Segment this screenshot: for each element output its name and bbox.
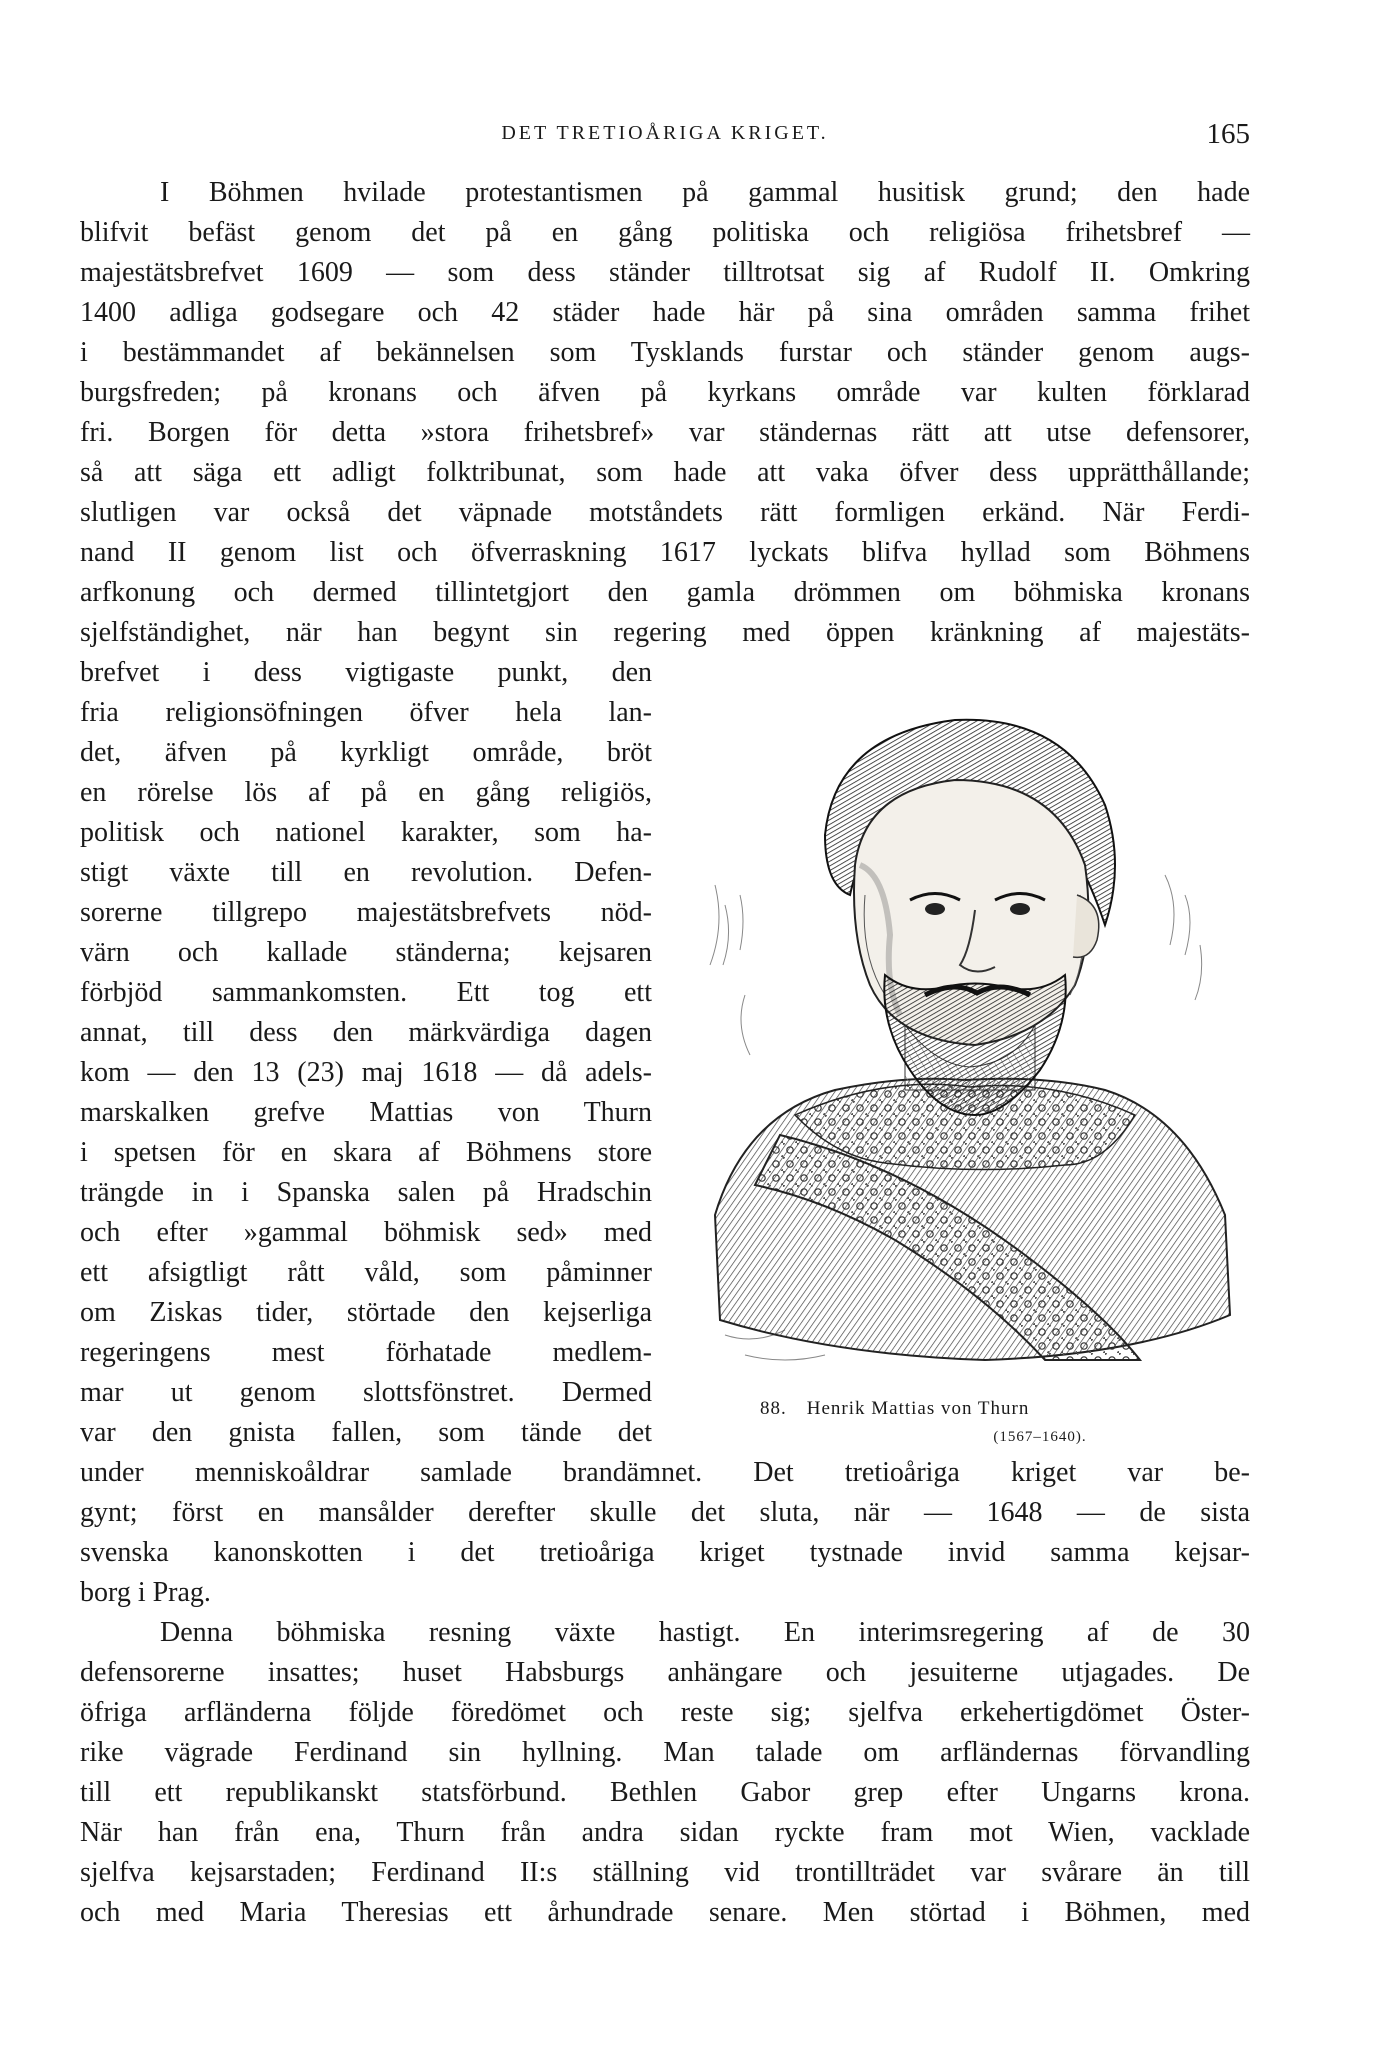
text-line: värn och kallade ständerna; kejsaren: [80, 937, 652, 968]
text-line: i spetsen för en skara af Böhmens store: [80, 1137, 652, 1168]
text-line: arfkonung och dermed tillintetgjort den gamla drömmen om böhmiska kronans: [80, 577, 1250, 608]
text-line: blifvit befäst genom det på en gång politiska och religiösa frihetsbref —: [80, 217, 1250, 248]
text-line: regeringens mest förhatade medlem-: [80, 1337, 652, 1368]
text-line: ett afsigtligt rått våld, som påminner: [80, 1257, 652, 1288]
text-line: slutligen var också det väpnade motståndets rätt formligen erkänd. När Ferdi-: [80, 497, 1250, 528]
text-line: gynt; först en mansålder derefter skulle det sluta, när — 1648 — de sista: [80, 1497, 1250, 1528]
text-line: om Ziskas tider, störtade den kejserliga: [80, 1297, 652, 1328]
running-head: [80, 118, 1250, 150]
text-line: fria religionsöfningen öfver hela lan-: [80, 697, 652, 728]
text-line: När han från ena, Thurn från andra sidan ryckte fram mot Wien, vacklade: [80, 1817, 1250, 1848]
text-line: burgsfreden; på kronans och äfven på kyrkans område var kulten förklarad: [80, 377, 1250, 408]
text-line: öfriga arfländerna följde föredömet och reste sig; sjelfva erkehertigdömet Öster-: [80, 1697, 1250, 1728]
figure-name: Henrik Mattias von Thurn: [806, 1398, 1030, 1419]
text-line: var den gnista fallen, som tände det: [80, 1417, 652, 1448]
text-line: stigt växte till en revolution. Defen-: [80, 857, 652, 888]
text-line: nand II genom list och öfverraskning 1617 lyckats blifva hyllad som Böhmens: [80, 537, 1250, 568]
portrait-figure: [685, 695, 1250, 1445]
figure-caption: [760, 1395, 1240, 1451]
text-line: i bestämmandet af bekännelsen som Tysklands furstar och ständer genom augs-: [80, 337, 1250, 368]
text-line: majestätsbrefvet 1609 — som dess ständer tilltrotsat sig af Rudolf II. Omkring: [80, 257, 1250, 288]
side-column: [80, 653, 652, 1453]
running-title: DET TRETIOÅRIGA KRIGET.: [501, 122, 829, 144]
opening-paragraph: [80, 173, 1250, 653]
text-line: marskalken grefve Mattias von Thurn: [80, 1097, 652, 1128]
text-line: politisk och nationel karakter, som ha-: [80, 817, 652, 848]
text-line: mar ut genom slottsfönstret. Dermed: [80, 1377, 652, 1408]
page-number: 165: [1206, 118, 1250, 150]
text-line: under menniskoåldrar samlade brandämnet. Det tretioåriga kriget var be-: [80, 1457, 1250, 1488]
figure-dates: (1567–1640).: [993, 1429, 1087, 1445]
text-line: förbjöd sammankomsten. Ett tog ett: [80, 977, 652, 1008]
text-line: och efter »gammal böhmisk sed» med: [80, 1217, 652, 1248]
text-line: defensorerne insattes; huset Habsburgs anhängare och jesuiterne utjagades. De: [80, 1657, 1250, 1688]
text-line: så att säga ett adligt folktribunat, som hade att vaka öfver dess upprätthållande;: [80, 457, 1250, 488]
text-line: och med Maria Theresias ett århundrade senare. Men störtad i Böhmen, med: [80, 1897, 1250, 1928]
text-line: brefvet i dess vigtigaste punkt, den: [80, 657, 652, 688]
text-line: sorerne tillgrepo majestätsbrefvets nöd-: [80, 897, 652, 928]
text-line: fri. Borgen för detta »stora frihetsbref» var ständernas rätt att utse defensorer,: [80, 417, 1250, 448]
second-paragraph: [80, 1613, 1250, 1933]
text-line: till ett republikanskt statsförbund. Bethlen Gabor grep efter Ungarns krona.: [80, 1777, 1250, 1808]
text-line: borg i Prag.: [80, 1577, 211, 1608]
figure-number: 88.: [760, 1398, 787, 1419]
text-line: 1400 adliga godsegare och 42 städer hade här på sina områden samma frihet: [80, 297, 1250, 328]
text-line: en rörelse lös af på en gång religiös,: [80, 777, 652, 808]
continuation-paragraph: [80, 1453, 1250, 1613]
text-line: annat, till dess den märkvärdiga dagen: [80, 1017, 652, 1048]
text-line: svenska kanonskotten i det tretioåriga kriget tystnade invid samma kejsar-: [80, 1537, 1250, 1568]
text-line: det, äfven på kyrkligt område, bröt: [80, 737, 652, 768]
text-line: sjelfva kejsarstaden; Ferdinand II:s ställning vid trontillträdet var svårare än till: [80, 1857, 1250, 1888]
portrait-engraving: [685, 695, 1250, 1380]
text-line: rike vägrade Ferdinand sin hyllning. Man talade om arfländernas förvandling: [80, 1737, 1250, 1768]
text-line: sjelfständighet, när han begynt sin regering med öppen kränkning af majestäts-: [80, 617, 1250, 648]
text-line: kom — den 13 (23) maj 1618 — då adels-: [80, 1057, 652, 1088]
text-line: trängde in i Spanska salen på Hradschin: [80, 1177, 652, 1208]
text-line: I Böhmen hvilade protestantismen på gammal husitisk grund; den hade: [160, 177, 1250, 208]
text-line: Denna böhmiska resning växte hastigt. En interimsregering af de 30: [160, 1617, 1250, 1648]
